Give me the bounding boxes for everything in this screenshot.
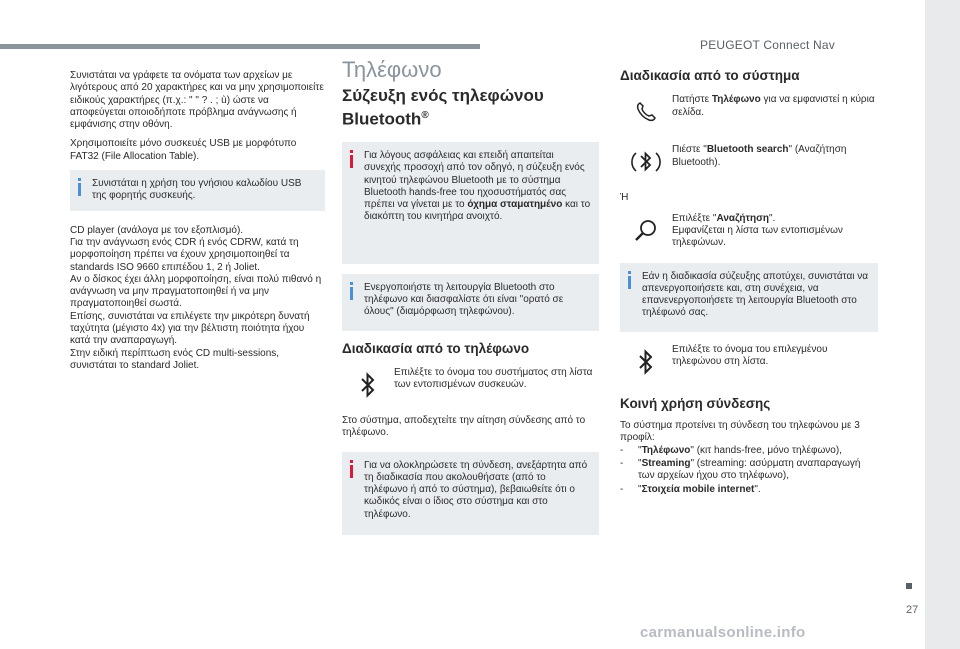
list-dash: -	[620, 457, 624, 469]
quote: "	[638, 457, 642, 469]
info-mark-icon	[628, 276, 631, 289]
heading-line: Bluetooth	[342, 109, 422, 129]
step-text-part: " (Αναζήτηση Bluetooth).	[672, 144, 847, 168]
warning-mark-icon	[350, 155, 353, 168]
registered-mark: ®	[421, 110, 429, 122]
info-mark-icon	[78, 183, 81, 196]
info-note	[70, 170, 325, 211]
step-row	[620, 92, 878, 132]
step-text-part: ".	[769, 212, 776, 224]
quote: "	[638, 483, 642, 495]
profile-name: Τηλέφωνο	[641, 444, 691, 456]
list-item	[620, 458, 878, 483]
list-item	[620, 445, 878, 457]
list-item	[620, 484, 878, 496]
paragraph: CD player (ανάλογα με τον εξοπλισμό).	[70, 224, 244, 236]
step-row	[620, 342, 878, 382]
note-text: και το διακόπτη του κινητήρα ανοιχτό.	[364, 199, 591, 223]
step-row	[342, 365, 599, 405]
profile-name: Streaming	[641, 457, 691, 469]
column-middle	[342, 57, 599, 545]
info-mark-icon	[628, 271, 631, 274]
end-of-section-mark	[906, 583, 912, 589]
step-text-part: για να εμφανιστεί η κύρια σελίδα.	[672, 94, 875, 118]
paragraph: Χρησιμοποιείτε μόνο συσκευές USB με μορφότυπο FAT32 (File Allocation Table).	[70, 138, 297, 162]
section-title: Τηλέφωνο	[342, 57, 442, 82]
note-emphasis: όχημα σταματημένο	[467, 199, 563, 211]
phone-handset-icon	[620, 92, 672, 132]
heading-line: Σύζευξη ενός τηλεφώνου	[342, 86, 544, 106]
info-mark-icon	[350, 287, 353, 300]
paragraph: Επίσης, συνιστάται να επιλέγετε την μικρότερη δυνατή ταχύτητα (μέγιστο 4x) για την βέλτιστη ποιότητα ήχου κατά την αναπαραγωγή.	[70, 310, 310, 347]
note-text: Για να ολοκληρώσετε τη σύνδεση, ανεξάρτητα από τη διαδικασία που ακολουθήσατε (από το τηλέφωνο ή από το σύστημα), βεβαιωθείτε ότι ο κωδικός είναι ο ίδιος στο σύστημα και στο τηλέφωνο.	[364, 459, 588, 520]
quote: "	[638, 444, 642, 456]
manual-title: PEUGEOT Connect Nav	[700, 38, 835, 52]
warning-note	[342, 142, 599, 264]
list-dash: -	[620, 444, 624, 456]
heading-phone-procedure: Διαδικασία από το τηλέφωνο	[342, 340, 530, 356]
warning-mark-icon	[350, 150, 353, 153]
note-text: Συνιστάται η χρήση του γνήσιου καλωδίου USB της φορητής συσκευής.	[92, 178, 302, 202]
or-separator: Ή	[620, 192, 629, 204]
list-dash: -	[620, 483, 624, 495]
step-text-part: Επιλέξτε "	[672, 212, 717, 224]
profile-name: Στοιχεία mobile internet	[641, 483, 755, 495]
step-row	[620, 211, 878, 251]
heading-connection-sharing: Κοινή χρήση σύνδεσης	[620, 395, 771, 411]
paragraph: Για την ανάγνωση ενός CDR ή ενός CDRW, κατά τη μορφοποίηση πρέπει να έχουν χρησιμοποιηθεί τα standards ISO 9660 επιπέδου 1, 2 ή Joliet.	[70, 236, 299, 273]
step-text	[672, 92, 878, 119]
watermark: carmanualsonline.info	[640, 624, 806, 641]
bluetooth-icon	[620, 342, 672, 382]
info-mark-icon	[350, 282, 353, 285]
step-emphasis: Αναζήτηση	[716, 212, 770, 224]
page-side-strip	[925, 0, 960, 649]
note-text: Για λόγους ασφάλειας και επειδή απαιτείται συνεχής προσοχή από τον οδηγό, η σύζευξη ενός κινητού τηλεφώνου Bluetooth με το σύστημα Bluetooth hands-free του ηχοσυστήματός σας πρέπει να γίνεται με το	[364, 149, 585, 211]
magnifier-icon	[620, 211, 672, 251]
profile-desc: " (streaming: ασύρματη αναπαραγωγή των αρχείων ήχου στο τηλέφωνο),	[638, 457, 861, 482]
heading-system-procedure: Διαδικασία από το σύστημα	[620, 68, 800, 83]
warning-mark-icon	[350, 465, 353, 478]
step-text-part: Εμφανίζεται η λίστα των εντοπισμένων τηλεφώνων.	[672, 224, 843, 249]
column-left	[70, 70, 325, 372]
warning-note	[342, 452, 599, 535]
heading-pairing	[342, 86, 599, 130]
info-note	[620, 263, 878, 332]
note-text: Εάν η διαδικασία σύζευξης αποτύχει, συνιστάται να απενεργοποιήσετε και, στη συνέχεια, να επανενεργοποιήσετε τη λειτουργία Bluetooth στο τηλέφωνό σας.	[642, 270, 869, 319]
profile-desc: " (κιτ hands-free, μόνο τηλέφωνο),	[690, 444, 842, 456]
paragraph: Στην ειδική περίπτωση ενός CD multi-sessions, συνιστάται το standard Joliet.	[70, 347, 280, 371]
paragraph: Συνιστάται να γράφετε τα ονόματα των αρχείων με λιγότερους από 20 χαρακτήρες και να μην χρησιμοποιείτε ειδικούς χαρακτήρες (π.χ.: " " ? . ; ù) ώστε να αποφεύγεται οποιοδήποτε πρόβλημα ανάγνωσης ή εμφάνισης στην οθόνη.	[70, 70, 324, 131]
profile-desc: ".	[754, 483, 761, 495]
warning-mark-icon	[350, 460, 353, 463]
step-text: Επιλέξτε το όνομα του επιλεγμένου τηλεφώνου στη λίστα.	[672, 343, 828, 368]
cd-section	[70, 225, 325, 373]
info-note	[342, 274, 599, 331]
page-number: 27	[906, 604, 919, 616]
column-right	[620, 70, 878, 497]
step-text	[672, 142, 878, 169]
bluetooth-icon	[342, 365, 394, 405]
step-text	[672, 211, 878, 250]
step-text: Επιλέξτε το όνομα του συστήματος στη λίστα των εντοπισμένων συσκευών.	[394, 366, 593, 391]
bluetooth-search-icon	[620, 142, 672, 182]
paragraph: Στο σύστημα, αποδεχτείτε την αίτηση σύνδεσης από το τηλέφωνο.	[342, 414, 586, 439]
step-emphasis: Τηλέφωνο	[711, 94, 761, 106]
step-emphasis: Bluetooth search	[706, 144, 789, 156]
info-mark-icon	[78, 178, 81, 181]
paragraph: Το σύστημα προτείνει τη σύνδεση του τηλεφώνου με 3 προφίλ:	[620, 420, 860, 444]
profile-list	[620, 445, 878, 496]
paragraph: Αν ο δίσκος έχει άλλη μορφοποίηση, είναι πολύ πιθανό η ανάγνωση να μην πραγματοποιηθεί ή να μην πραγματοποιηθεί σωστά.	[70, 273, 322, 310]
note-text: Ενεργοποιήστε τη λειτουργία Bluetooth στο τηλέφωνο και διασφαλίστε ότι είναι "ορατό σε όλους" (διαμόρφωση τηλεφώνου).	[364, 281, 564, 318]
step-text-part: Πατήστε	[672, 94, 712, 106]
step-row	[620, 142, 878, 182]
header-rule	[0, 44, 480, 49]
step-text-part: Πιέστε "	[672, 144, 707, 156]
